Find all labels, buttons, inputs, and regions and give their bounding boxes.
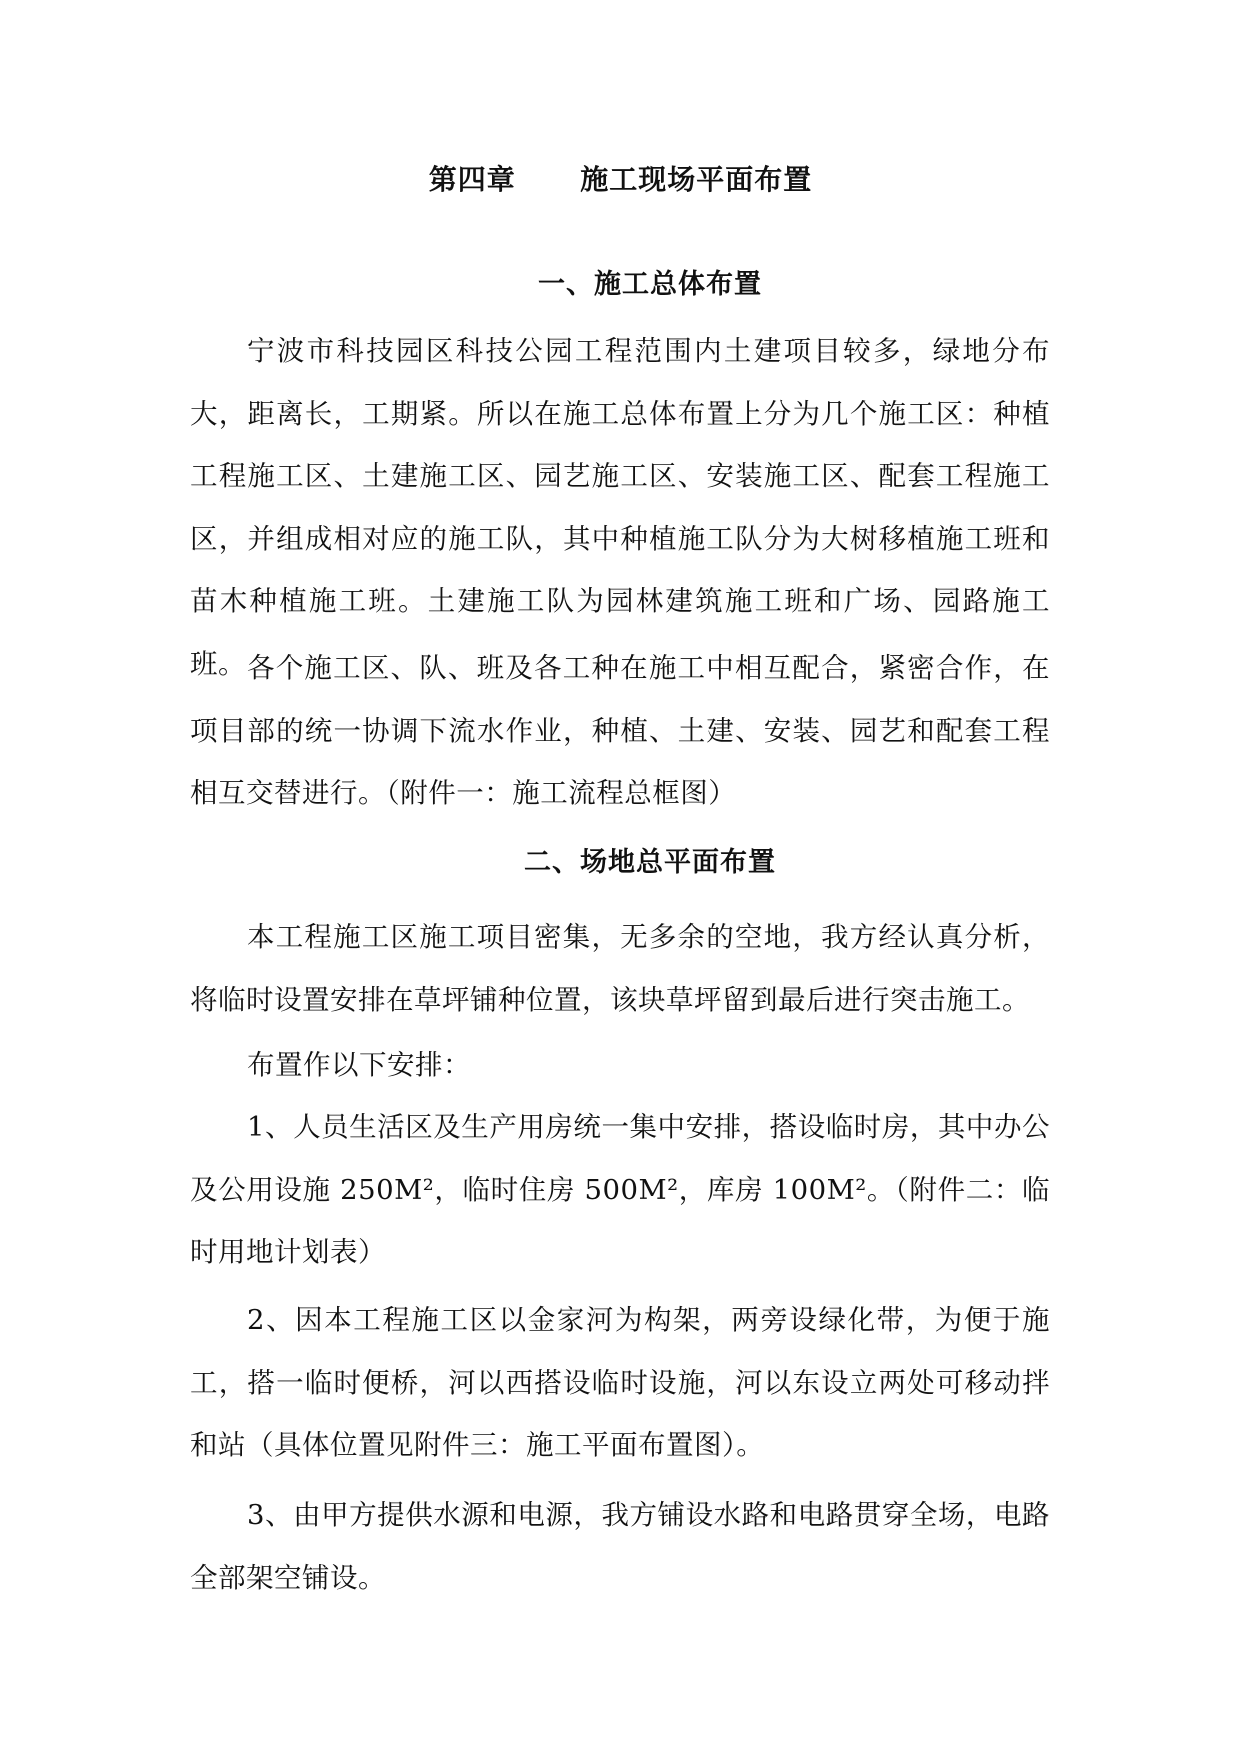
- chapter-title: 第四章 施工现场平面布置: [428, 163, 813, 196]
- list-item-1: 1、人员生活区及生产用房统一集中安排，搭设临时房，其中办公及公用设施 250M²，临时住房 500M²，库房 100M²。（附件二：临时用地计划表）: [190, 1111, 1050, 1268]
- paragraph: 各个施工区、队、班及各工种在施工中相互配合，紧密合作，在项目部的统一协调下流水作业，种植、土建、安装、园艺和配套工程相互交替进行。（附件一：施工流程总框图）: [190, 652, 1050, 809]
- list-item-3: 3、由甲方提供水源和电源，我方铺设水路和电路贯穿全场，电路全部架空铺设。: [190, 1499, 1050, 1594]
- paragraph: 布置作以下安排：: [247, 1049, 471, 1081]
- list-item-2: 2、因本工程施工区以金家河为构架，两旁设绿化带，为便于施工，搭一临时便桥，河以西搭设临时设施，河以东设立两处可移动拌和站（具体位置见附件三：施工平面布置图）。: [190, 1304, 1050, 1461]
- paragraph: 宁波市科技园区科技公园工程范围内土建项目较多，绿地分布大，距离长，工期紧。所以在施工总体布置上分为几个施工区：种植工程施工区、土建施工区、园艺施工区、安装施工区、配套工程施工区，并组成相对应的施工队，其中种植施工队分为大树移植施工班和苗木种植施工班。土建施工队为园林建筑施工班和广场、园路施工班。: [190, 335, 1050, 680]
- paragraph: 本工程施工区施工项目密集，无多余的空地，我方经认真分析，将临时设置安排在草坪铺种位置，该块草坪留到最后进行突击施工。: [190, 921, 1050, 1016]
- section-heading-1: 一、施工总体布置: [538, 269, 762, 300]
- section-heading-2: 二、场地总平面布置: [524, 847, 776, 878]
